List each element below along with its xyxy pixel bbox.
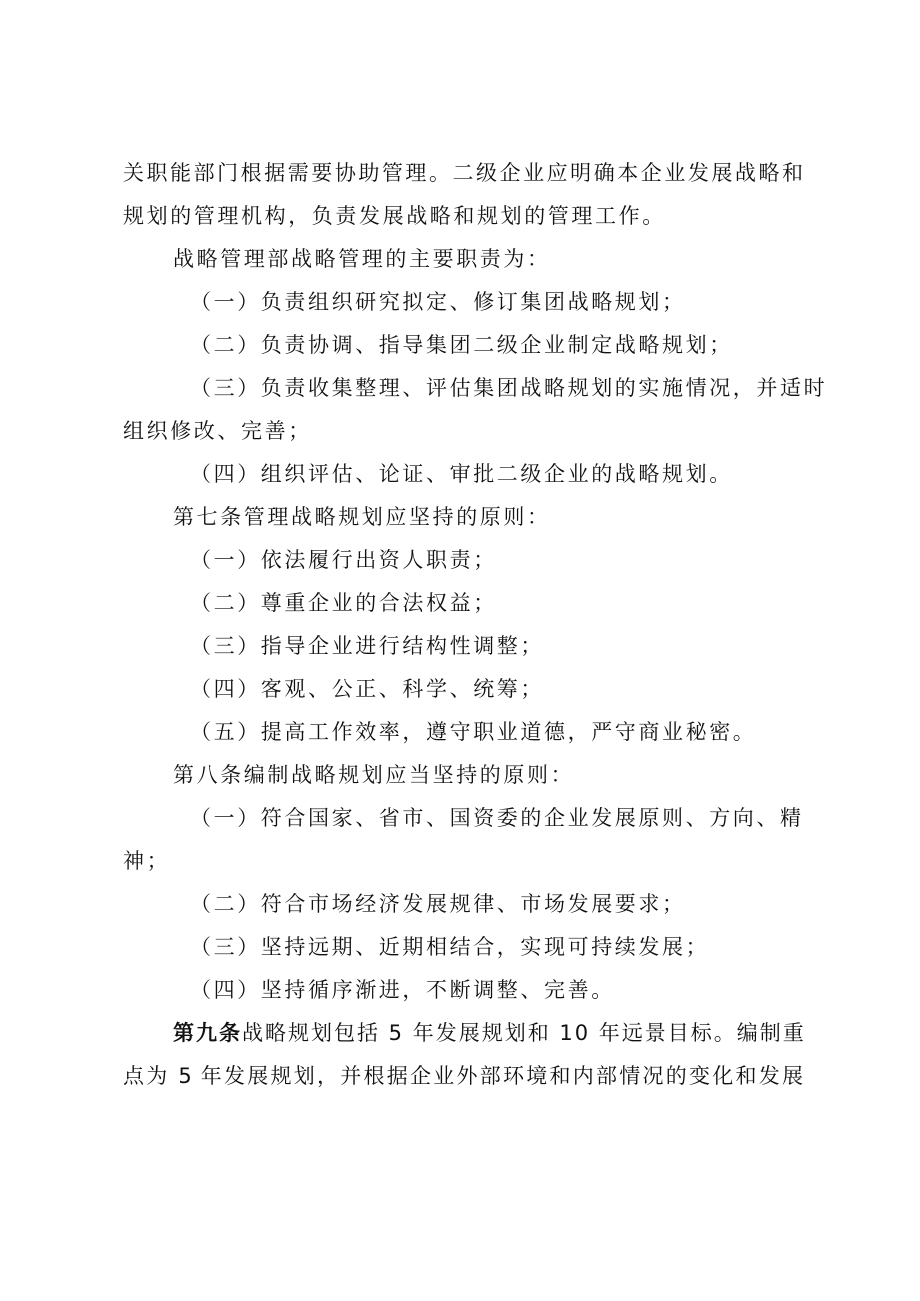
paragraph-line: 组织修改、完善； <box>123 419 312 443</box>
list-item: （二）符合市场经济发展规律、市场发展要求； <box>190 892 686 916</box>
list-item: （一）依法履行出资人职责； <box>190 548 497 572</box>
article-nine-heading: 第九条 <box>173 1021 242 1045</box>
article-nine-text: 战略规划包括 5 年发展规划和 10 年远景目标。编制重 <box>242 1021 806 1045</box>
article-nine-line <box>123 1012 806 1055</box>
list-item: （三）坚持远期、近期相结合，实现可持续发展； <box>190 935 710 959</box>
list-item: （四）组织评估、论证、审批二级企业的战略规划。 <box>190 462 733 486</box>
paragraph-line: 规划的管理机构，负责发展战略和规划的管理工作。 <box>123 204 666 228</box>
list-item: （五）提高工作效率，遵守职业道德，严守商业秘密。 <box>190 720 757 744</box>
list-item: （二）负责协调、指导集团二级企业制定战略规划； <box>190 333 733 357</box>
paragraph-line: 点为 5 年发展规划，并根据企业外部环境和内部情况的变化和发展 <box>123 1064 803 1088</box>
list-item: （一）负责组织研究拟定、修订集团战略规划； <box>190 290 686 314</box>
list-item: （四）客观、公正、科学、统筹； <box>190 677 544 701</box>
list-item: （一）符合国家、省市、国资委的企业发展原则、方向、精 <box>190 806 804 830</box>
list-item: （三）负责收集整理、评估集团战略规划的实施情况，并适时 <box>190 376 828 400</box>
paragraph-line: 神； <box>123 849 171 873</box>
article-heading: 第七条管理战略规划应坚持的原则： <box>173 505 551 529</box>
document-body <box>123 152 828 1098</box>
list-item: （三）指导企业进行结构性调整； <box>190 634 544 658</box>
article-heading: 第八条编制战略规划应当坚持的原则： <box>173 763 575 787</box>
paragraph-line: 关职能部门根据需要协助管理。二级企业应明确本企业发展战略和 <box>123 161 803 185</box>
paragraph-line: 战略管理部战略管理的主要职责为： <box>173 247 551 271</box>
list-item: （四）坚持循序渐进，不断调整、完善。 <box>190 978 615 1002</box>
list-item: （二）尊重企业的合法权益； <box>190 591 497 615</box>
